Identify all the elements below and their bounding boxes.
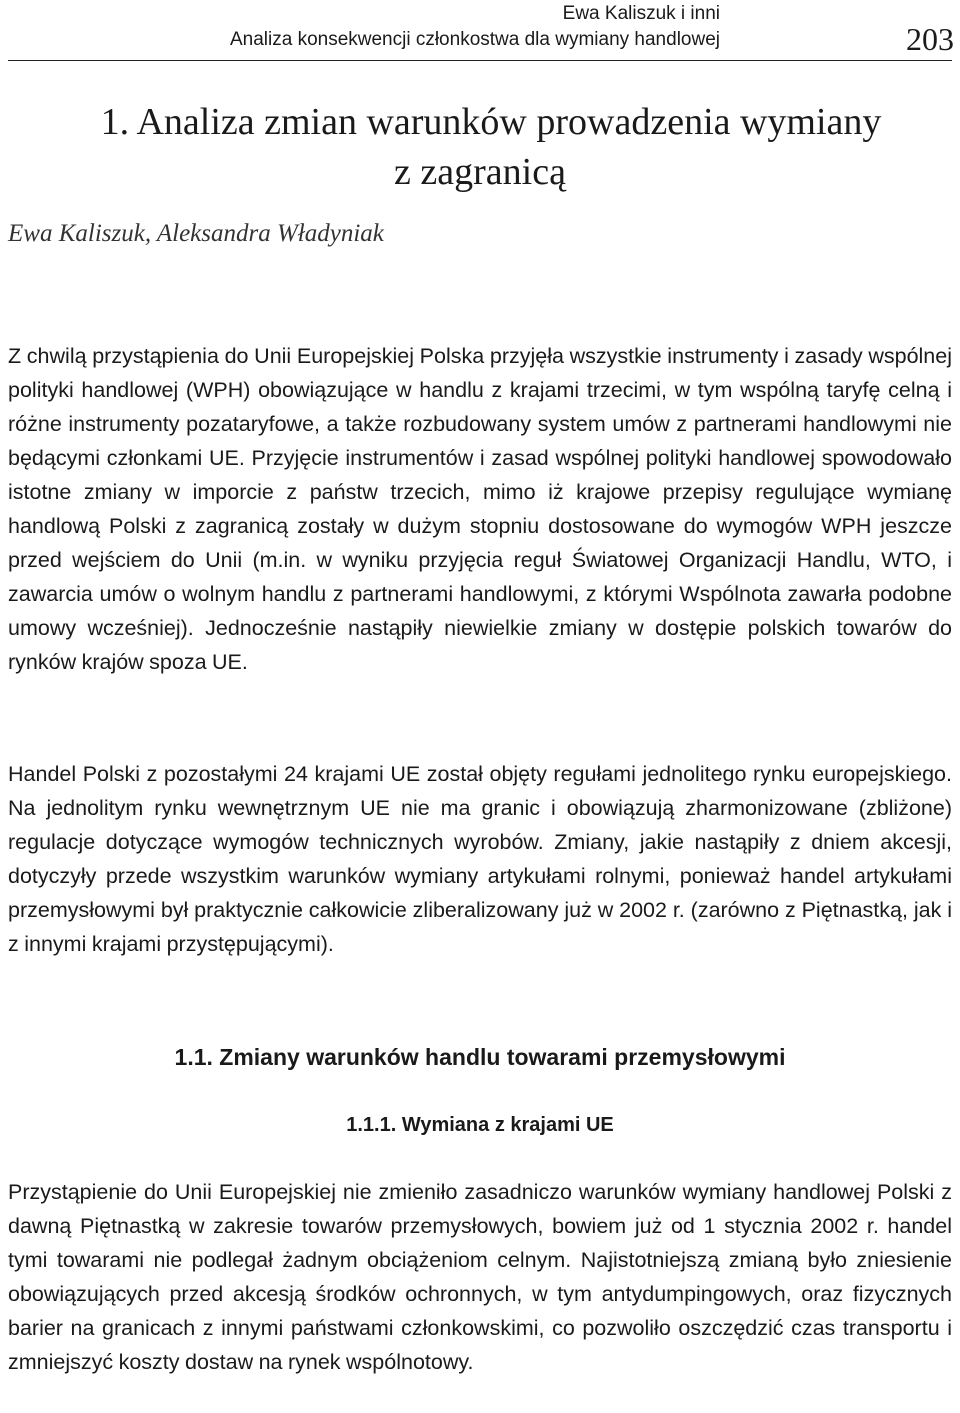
running-header-authors: Ewa Kaliszuk i inni xyxy=(562,3,720,24)
section-heading: 1.1. Zmiany warunków handlu towarami przemysłowymi xyxy=(174,1044,786,1070)
body-paragraph-3: Przystąpienie do Unii Europejskiej nie zmieniło zasadniczo warunków wymiany handlowej Polski z dawną Piętnastką w zakresie towarów przemysłowych, bowiem już od 1 stycznia 2002 r. handel tymi towarami nie podlegał żadnym obciążeniom celnym. Najistotniejszą zmianą było zniesienie obowiązujących przed akcesją środków ochronnych, w tym antydumpingowych, oraz fizycznych barier na granicach z innymi państwami członkowskimi, co pozwoliło oszczędzić czas transportu i zmniejszyć koszty dostaw na rynek wspólnotowy. xyxy=(8,1180,952,1374)
header-divider xyxy=(8,60,952,61)
running-header-book-title: Analiza konsekwencji członkostwa dla wymiany handlowej xyxy=(229,29,720,50)
chapter-title-line-2: z zagranicą xyxy=(394,151,566,193)
chapter-title xyxy=(0,97,960,197)
chapter-authors: Ewa Kaliszuk, Aleksandra Władyniak xyxy=(8,220,384,247)
subsection-heading: 1.1.1. Wymiana z krajami UE xyxy=(346,1114,614,1136)
body-paragraph-2: Handel Polski z pozostałymi 24 krajami UE został objęty regułami jednolitego rynku europejskiego. Na jednolitym rynku wewnętrznym UE nie ma granic i obowiązują zharmonizowane (zbliżone) regulacje dotyczące wymogów technicznych wyrobów. Zmiany, jakie nastąpiły z dniem akcesji, dotyczyły przede wszystkim warunków wymiany artykułami rolnymi, ponieważ handel artykułami przemysłowymi był praktycznie całkowicie zliberalizowany już w 2002 r. (zarówno z Piętnastką, jak i z innymi krajami przystępującymi). xyxy=(8,762,952,956)
running-header xyxy=(0,0,960,64)
page-number: 203 xyxy=(906,21,954,57)
body-paragraph-1: Z chwilą przystąpienia do Unii Europejskiej Polska przyjęła wszystkie instrumenty i zasady wspólnej polityki handlowej (WPH) obowiązujące w handlu z krajami trzecimi, w tym wspólną taryfę celną i różne instrumenty pozataryfowe, a także rozbudowany system umów z partnerami handlowymi nie będącymi członkami UE. Przyjęcie instrumentów i zasad wspólnej polityki handlowej spowodowało istotne zmiany w imporcie z państw trzecich, mimo iż krajowe przepisy regulujące wymianę handlową Polski z zagranicą zostały w dużym stopniu dostosowane do wymogów WPH jeszcze przed wejściem do Unii (m.in. w wyniku przyjęcia reguł Światowej Organizacji Handlu, WTO, i zawarcia umów o wolnym handlu z partnerami handlowymi, z którymi Wspólnota zawarła podobne umowy wcześniej). Jednocześnie nastąpiły niewielkie zmiany w dostępie polskich towarów do rynków krajów spoza UE. xyxy=(8,344,952,674)
chapter-title-line-1: 1. Analiza zmian warunków prowadzenia wymiany xyxy=(100,101,882,143)
